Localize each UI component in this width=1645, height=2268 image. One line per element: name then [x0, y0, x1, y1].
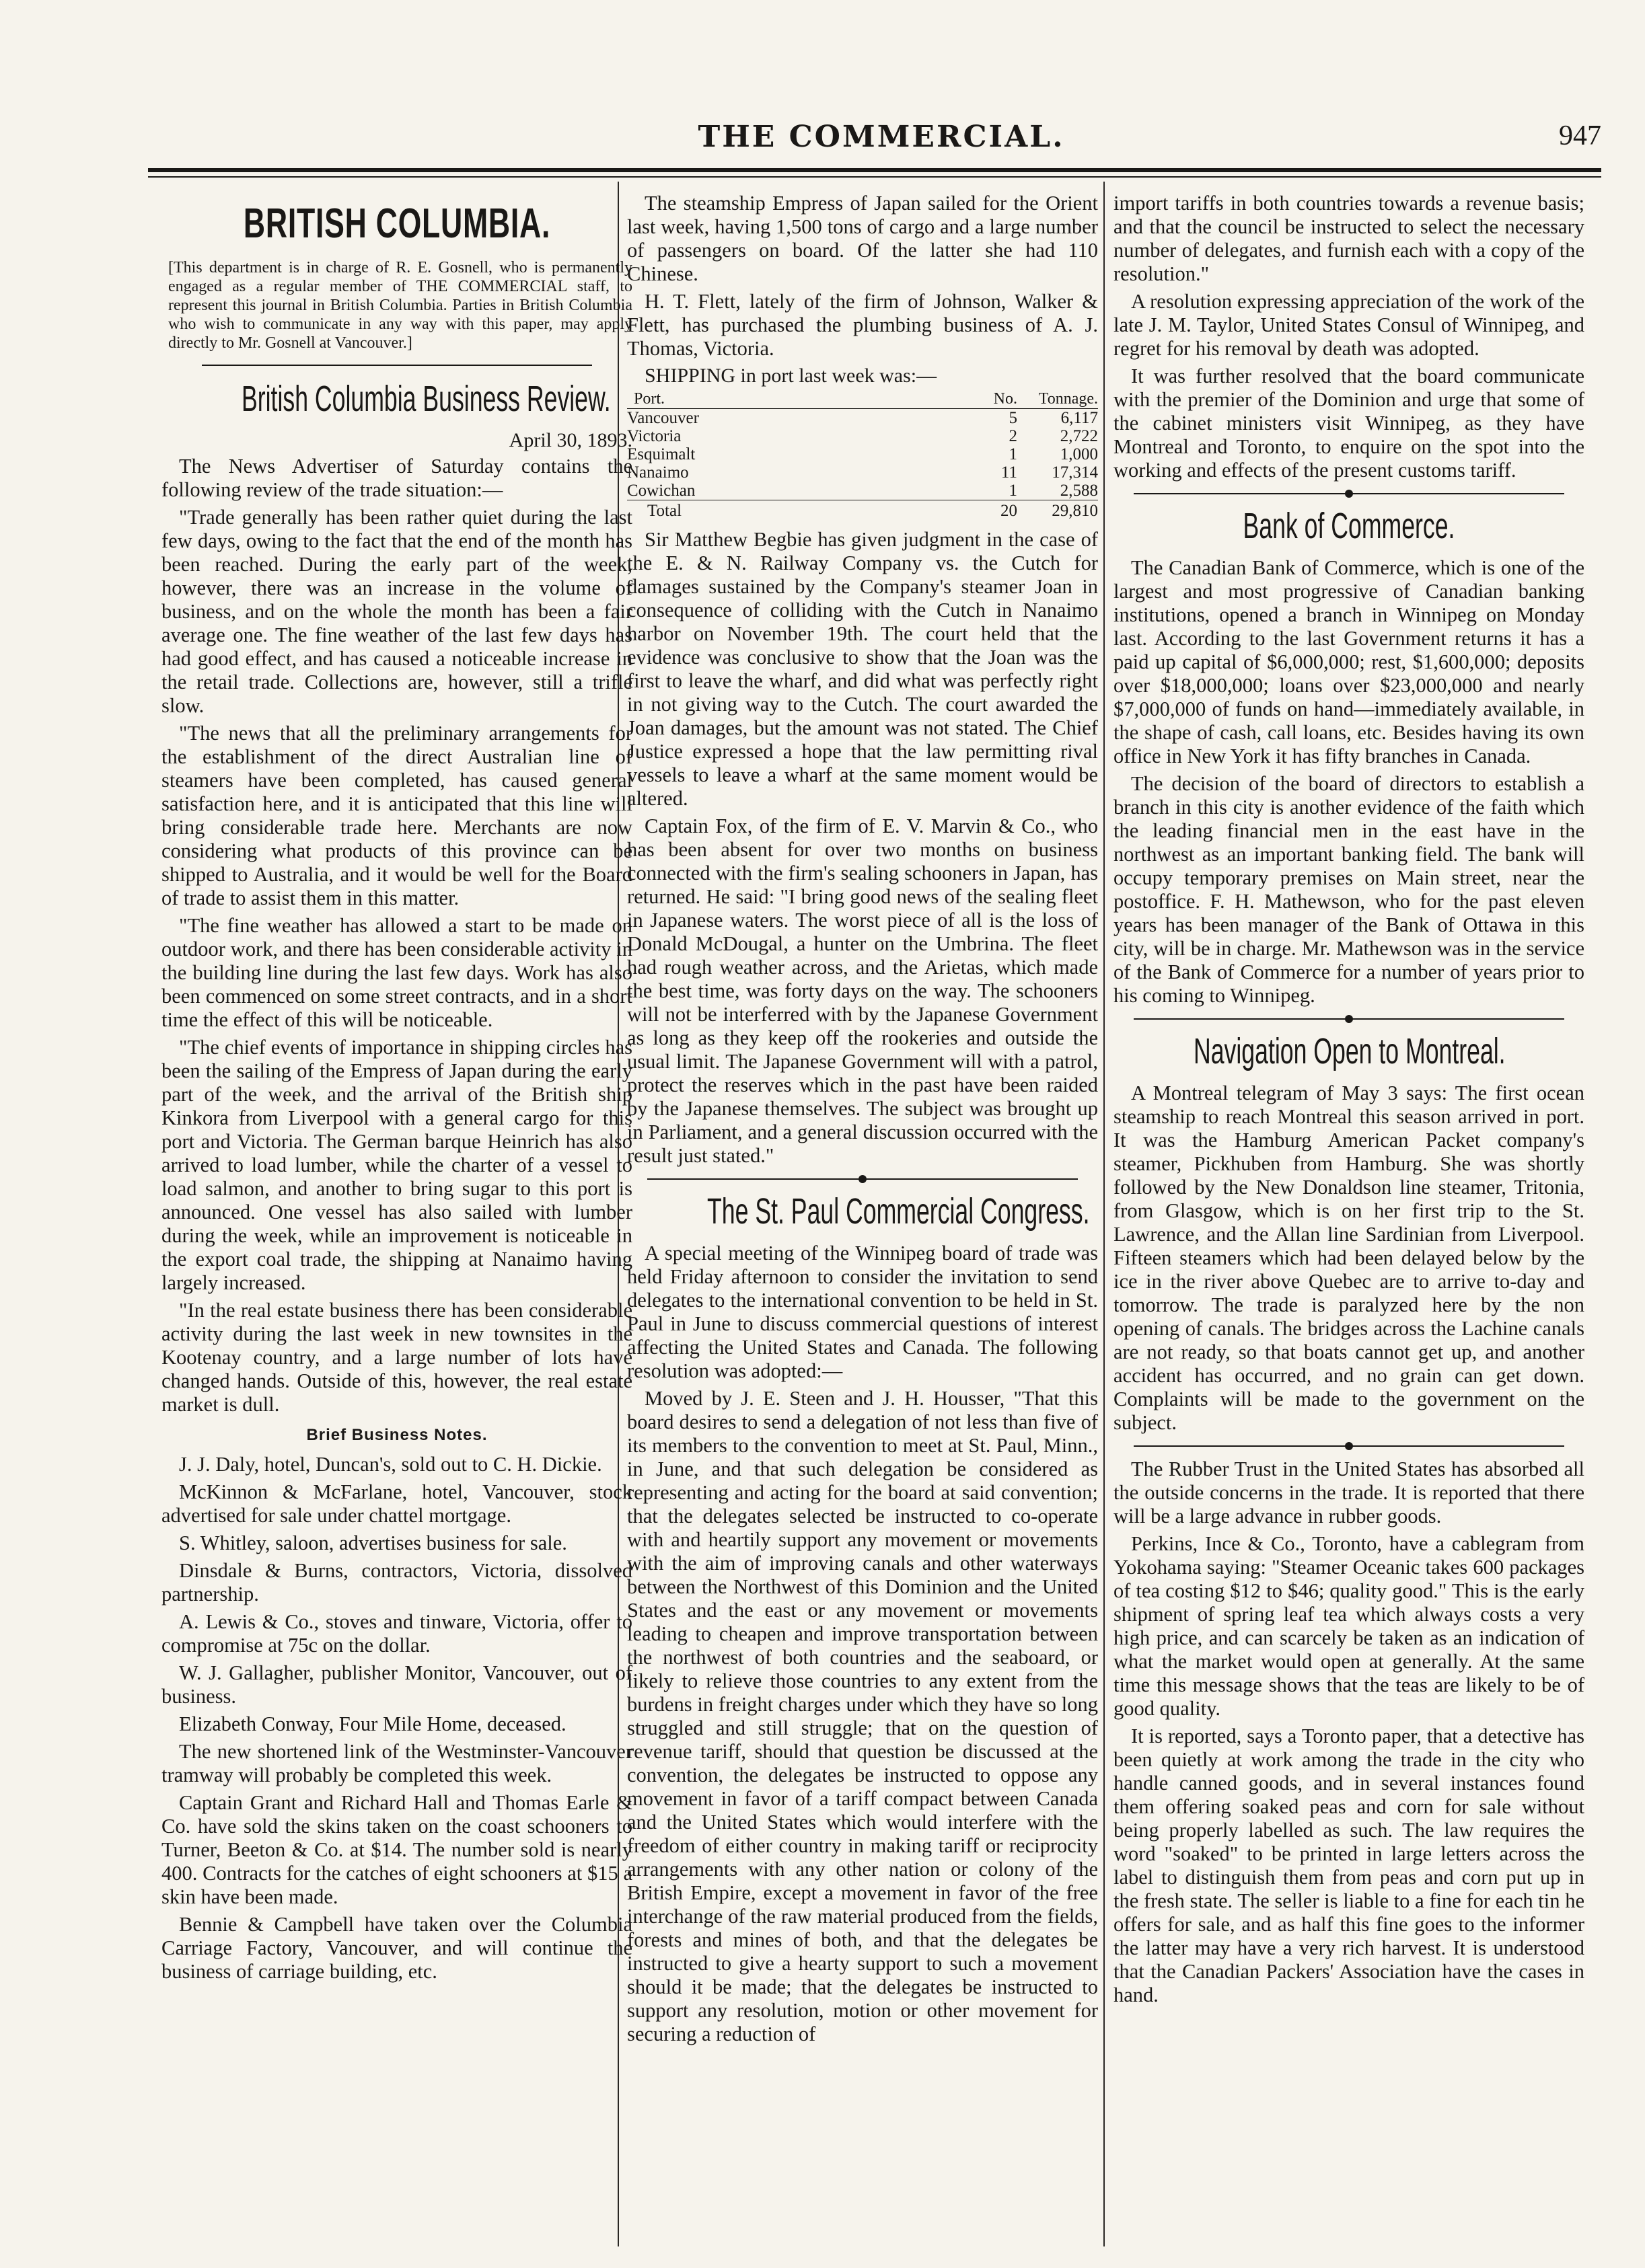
- divider-ornament: [858, 1175, 867, 1183]
- article-heading: Bank of Commerce.: [1243, 506, 1455, 546]
- editorial-note: [This department is in charge of R. E. Gosnell, who is permanently engaged as a regular member of THE COMMERCIAL staff, to represent this journal in British Columbia. Parties in British Columbia who wish to communicate in any way with this paper, may apply directly to Mr. Gosnell at Vancouver.]: [168, 259, 632, 352]
- table-row: [627, 409, 1098, 428]
- divider-ornament: [1345, 1015, 1353, 1023]
- article-paragraph: import tariffs in both countries towards a revenue basis; and that the council be instructed to select the necessary number of delegates, and furnish each with a copy of the resolution.": [1113, 192, 1584, 285]
- business-note: Captain Grant and Richard Hall and Thomas Earle & Co. have sold the skins taken on the coast schooners to Turner, Beeton & Co. at $14. The number sold is nearly 400. Contracts for the catches of eight schooners at $15 a skin have been made.: [161, 1791, 632, 1908]
- column-1: [161, 192, 632, 1988]
- business-note: Bennie & Campbell have taken over the Columbia Carriage Factory, Vancouver, and will continue the business of carriage building, etc.: [161, 1913, 632, 1983]
- business-note: The new shortened link of the Westminster-Vancouver tramway will probably be completed this week.: [161, 1740, 632, 1786]
- article-paragraph: The Canadian Bank of Commerce, which is one of the largest and most progressive of Canadian banking institutions, opened a branch in Winnipeg on Monday last. According to the last Government returns it has a paid up capital of $6,000,000; rest, $1,600,000; deposits over $18,000,000; loans over $23,000,000 and nearly $7,000,000 of funds on hand—immediately available, in the shape of cash, call loans, etc. Besides having its own office in New York it has fifty branches in Canada.: [1113, 556, 1584, 767]
- ornamental-divider: [647, 1178, 1078, 1180]
- masthead-title: THE COMMERCIAL.: [698, 120, 1065, 154]
- table-row: [627, 463, 1098, 482]
- masthead: [148, 120, 1601, 160]
- business-note: McKinnon & McFarlane, hotel, Vancouver, stock advertised for sale under chattel mortgage.: [161, 1480, 632, 1527]
- table-total-row: [627, 500, 1098, 521]
- article-paragraph: "The news that all the preliminary arrangements for the establishment of the direct Australian line of steamers have been completed, has caused general satisfaction here, and it is anticipated that this line will bring considerable trade here. Merchants are now considering what products of this province can be shipped to Australia, and it would be well for the Board of trade to assist them in this matter.: [161, 722, 632, 909]
- ornamental-divider: [1134, 1018, 1564, 1020]
- article-paragraph: It was further resolved that the board communicate with the premier of the Dominion and urge that some of the cabinet ministers visit Winnipeg, as they have Montreal and Toronto, to enquire on the spot into the working and effects of the present customs tariff.: [1113, 365, 1584, 482]
- column-header: No.: [977, 390, 1017, 409]
- article-paragraph: Captain Fox, of the firm of E. V. Marvin & Co., who has been absent for over two months on business connected with the firm's sealing schooners in Japan, has returned. He said: "I bring good news of the sealing fleet in Japanese waters. The worst piece of all is the loss of Donald McDougal, a hunter on the Umbrina. The fleet had rough weather across, and the Arietas, which made the best time, was forty days on the way. The schooners will not be interferred with by the Japanese Government as long as they keep off the rookeries and outside the usual limit. The Japanese Government will with a patrol, protect the reserves which in the past have been raided by the Japanese themselves. The subject was brought up in Parliament, and a general discussion occurred with the result just stated.": [627, 815, 1098, 1167]
- shipping-table: [627, 390, 1098, 520]
- table-row: [627, 482, 1098, 500]
- article-paragraph: The News Advertiser of Saturday contains the following review of the trade situation:—: [161, 455, 632, 501]
- page-number: 947: [1559, 120, 1601, 151]
- total-count: 20: [977, 500, 1017, 521]
- column-separator: [1103, 182, 1105, 2246]
- shipping-intro: SHIPPING in port last week was:—: [645, 365, 937, 387]
- subheading: Brief Business Notes.: [306, 1426, 488, 1444]
- article-paragraph: A special meeting of the Winnipeg board of trade was held Friday afternoon to consider the invitation to send delegates to the international convention to be held in St. Paul in June to discuss commercial questions of interest affecting the United States and Canada. The following resolution was adopted:—: [627, 1242, 1098, 1382]
- count-cell: 1: [1009, 482, 1017, 500]
- business-note: W. J. Gallagher, publisher Monitor, Vancouver, out of business.: [161, 1661, 632, 1708]
- article-paragraph: H. T. Flett, lately of the firm of Johnson, Walker & Flett, has purchased the plumbing business of A. J. Thomas, Victoria.: [627, 290, 1098, 360]
- article-paragraph: "Trade generally has been rather quiet during the last few days, owing to the fact that the end of the month has been reached. During the early part of the week, however, there was an increase in the volume of business, and on the whole the month has been a fair average one. The fine weather of the last few days has had good effect, and has caused a noticeable increase in the retail trade. Collections are, however, still a trifle slow.: [161, 506, 632, 717]
- column-2: [627, 192, 1098, 2050]
- article-heading: The St. Paul Commercial Congress.: [707, 1191, 1090, 1232]
- article-paragraph: The Rubber Trust in the United States has absorbed all the outside concerns in the trade. It is reported that there will be a large advance in rubber goods.: [1113, 1458, 1584, 1527]
- dateline: April 30, 1893.: [509, 429, 632, 451]
- count-cell: 11: [1000, 463, 1017, 482]
- tonnage-cell: 1,000: [1060, 445, 1098, 463]
- divider-ornament: [1345, 490, 1353, 498]
- count-cell: 2: [1009, 427, 1017, 445]
- tonnage-cell: 2,722: [1060, 427, 1098, 445]
- ornamental-divider: [1134, 1445, 1564, 1447]
- table-row: [627, 427, 1098, 445]
- column-header: Port.: [627, 390, 977, 409]
- divider-ornament: [1345, 1442, 1353, 1450]
- tonnage-cell: 17,314: [1052, 463, 1098, 482]
- article-paragraph: The decision of the board of directors to establish a branch in this city is another evidence of the faith which the leading financial men in the east have in the northwest as an important banking field. The bank will occupy temporary premises on Main street, near the postoffice. F. H. Mathewson, who for the past eleven years has been manager of the Bank of Ottawa in this city, will be in charge. Mr. Mathewson was in the service of the Bank of Commerce for a number of years prior to his coming to Winnipeg.: [1113, 772, 1584, 1007]
- total-tonnage: 29,810: [1017, 500, 1098, 521]
- article-paragraph: "The fine weather has allowed a start to be made on outdoor work, and there has been considerable activity in the building line during the last few days. Work has also been commenced on some street contracts, and in a short time the effect of this will be noticeable.: [161, 914, 632, 1031]
- total-label: Total: [627, 500, 977, 521]
- article-paragraph: Sir Matthew Begbie has given judgment in the case of the E. & N. Railway Company vs. the Cutch for damages sustained by the Company's steamer Joan in consequence of colliding with the Cutch in Nanaimo harbor on November 19th. The court held that the evidence was conclusive to show that the Joan was the first to leave the wharf, and did what was perfectly right in not giving way to the Cutch. The court awarded the Joan damages, but the amount was not stated. The Chief Justice expressed a hope that the law permitting rival vessels to leave a wharf at the same moment would be altered.: [627, 528, 1098, 810]
- tonnage-cell: 6,117: [1060, 409, 1098, 427]
- table-row: [627, 445, 1098, 463]
- column-header: Tonnage.: [1017, 390, 1098, 409]
- business-note: Elizabeth Conway, Four Mile Home, deceased.: [179, 1712, 566, 1735]
- divider: [202, 365, 592, 366]
- business-note: J. J. Daly, hotel, Duncan's, sold out to C. H. Dickie.: [179, 1453, 602, 1476]
- article-paragraph: It is reported, says a Toronto paper, that a detective has been quietly at work among the trade in the city who handle canned goods, and in several instances found them offering soaked peas and corn for sale without being properly labelled as such. The law requires the word "soaked" to be printed in large letters across the label to distinguish them from peas and corn put up in the fresh state. The seller is liable to a fine for each tin he offers for sale, and as half this fine goes to the informer the latter may have a very rich harvest. It is understood that the Canadian Packers' Association have the cases in hand.: [1113, 1725, 1584, 2006]
- port-cell: Nanaimo: [627, 463, 689, 482]
- article-paragraph: "The chief events of importance in shipping circles has been the sailing of the Empress of Japan during the early part of the week, and the arrival of the British ship Kinkora from Liverpool with a general cargo for this port and Victoria. The German barque Heinrich has also arrived to load lumber, while the charter of a vessel to load salmon, and another to bring sugar to this port is announced. One vessel has also sailed with lumber during the week, while an improvement is noticeable in the export coal trade, the shipping at Nanaimo having largely increased.: [161, 1036, 632, 1294]
- article-paragraph: A Montreal telegram of May 3 says: The first ocean steamship to reach Montreal this season arrived in port. It was the Hamburg American Packet company's steamer, Pickhuben from Hamburg. She was shortly followed by the New Donaldson line steamer, Tritonia, from Glasgow, which is on her first trip to the St. Lawrence, and the Allan line Sardinian from Liverpool. Fifteen steamers which had been delayed below by the ice in the river above Quebec are to arrive to-day and tomorrow. The trade is paralyzed here by the non opening of canals. The bridges across the Lachine canals are not ready, so that boats cannot get up, and another accident has occurred, and no grain can get down. Complaints will be made to the government on the subject.: [1113, 1082, 1584, 1434]
- business-note: S. Whitley, saloon, advertises business for sale.: [179, 1532, 567, 1554]
- article-paragraph: Perkins, Ince & Co., Toronto, have a cablegram from Yokohama saying: "Steamer Oceanic takes 600 packages of tea costing $12 to $46; quality good." This is the early shipment of spring leaf tea which always costs a very high price, and can scarcely be taken as an indication of what the market would open at generally. At the same time this message shows that the teas are likely to be of good quality.: [1113, 1532, 1584, 1720]
- ornamental-divider: [1134, 493, 1564, 494]
- article-paragraph: Moved by J. E. Steen and J. H. Housser, "That this board desires to send a delegation of not less than five of its members to the convention to meet at St. Paul, Minn., in June, and that such delegation be considered as representing and acting for the board at said convention; that the delegates selected be instructed to co-operate with and heartily support any movement or movements with the aim of improving canals and other waterways between the Northwest of this Dominion and the United States and the east or any movement or movements leading to cheapen and improve transportation between the northwest of both countries and the seaboard, or likely to relieve those countries to any extent from the burdens in freight charges under which they have so long struggled and still struggle; that on the question of revenue tariff, should that question be discussed at the convention, the delegates be instructed to oppose any movement in favor of a tariff compact between Canada and the United States which would interfere with the freedom of either country in making tariff or reciprocity arrangements with any other nation or colony of the British Empire, except a movement in favor of the free interchange of the raw material produced from the fields, forests and mines of both, and that the delegates be instructed to give a hearty support to such a movement should it be made; that the delegates be instructed to support any resolution, motion or other movement for securing a reduction of: [627, 1387, 1098, 2045]
- port-cell: Esquimalt: [627, 445, 696, 463]
- article-paragraph: A resolution expressing appreciation of the work of the late J. M. Taylor, United States Consul of Winnipeg, and regret for his removal by death was adopted.: [1113, 290, 1584, 360]
- article-heading: Navigation Open to Montreal.: [1194, 1031, 1506, 1071]
- article-paragraph: "In the real estate business there has been considerable activity during the last week in new townsites in the Kootenay country, and a large number of lots have changed hands. Outside of this, however, the real estate market is dull.: [161, 1299, 632, 1416]
- count-cell: 5: [1009, 409, 1017, 427]
- column-3: [1113, 192, 1584, 2011]
- business-note: Dinsdale & Burns, contractors, Victoria, dissolved partnership.: [161, 1559, 632, 1605]
- port-cell: Victoria: [627, 427, 682, 445]
- section-title: BRITISH COLUMBIA.: [243, 200, 551, 247]
- article-paragraph: The steamship Empress of Japan sailed for the Orient last week, having 1,500 tons of cargo and a large number of passengers on board. Of the latter she had 110 Chinese.: [627, 192, 1098, 285]
- article-heading: British Columbia Business Review.: [242, 379, 611, 419]
- count-cell: 1: [1009, 445, 1017, 463]
- port-cell: Vancouver: [627, 409, 699, 427]
- port-cell: Cowichan: [627, 482, 696, 500]
- tonnage-cell: 2,588: [1060, 482, 1098, 500]
- business-note: A. Lewis & Co., stoves and tinware, Victoria, offer to compromise at 75c on the dollar.: [161, 1610, 632, 1657]
- masthead-rule-thin: [148, 176, 1601, 178]
- masthead-rule: [148, 168, 1601, 172]
